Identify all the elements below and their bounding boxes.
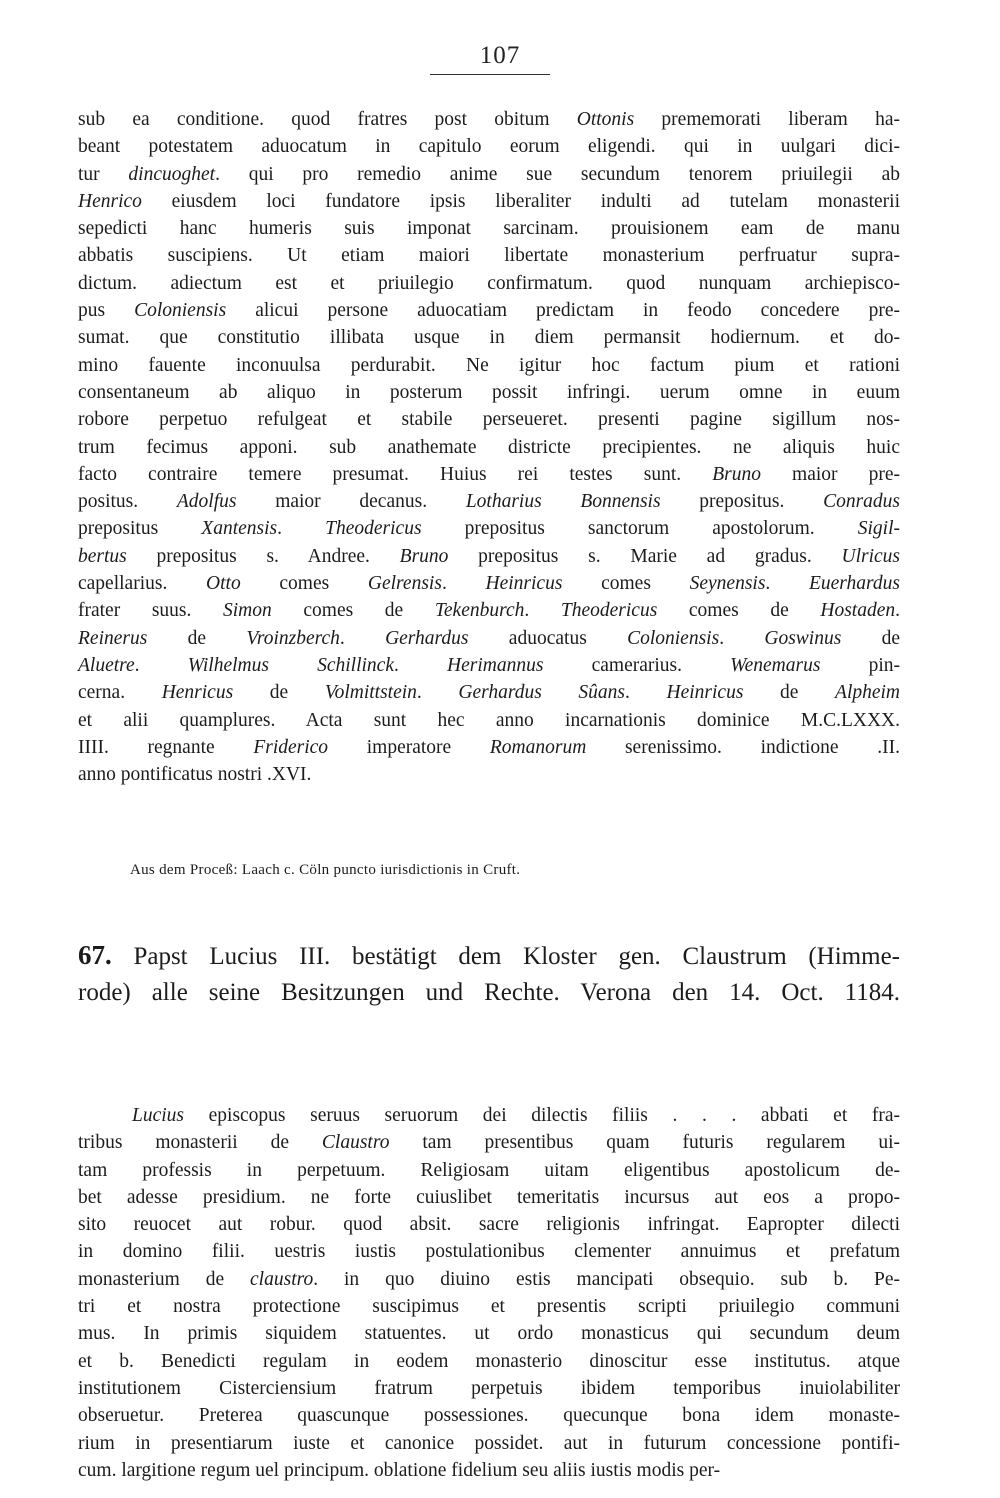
italic-name: Sigil- <box>857 518 900 540</box>
italic-name: Coloniensis <box>627 627 720 649</box>
text-run: sumat. que constitutio illibata usque in diem permansit hodiernum. et do- <box>78 327 900 349</box>
italic-name: Bruno <box>712 463 761 485</box>
text-run: . <box>895 600 900 622</box>
text-line <box>78 215 900 242</box>
italic-name: Bruno <box>399 545 449 567</box>
text-run: prepositus. <box>660 491 824 513</box>
italic-name: Theodericus <box>325 518 422 540</box>
text-run: cum. largitione regum uel principum. oblatione fidelium seu aliis iustis modis per- <box>78 1459 721 1481</box>
italic-name: Volmittstein <box>324 682 417 704</box>
text-run: tur <box>78 163 129 185</box>
text-run: episcopus seruus seruorum dei dilectis filiis . . . abbati et fra- <box>184 1105 900 1126</box>
heading-text-1: Papst Lucius III. bestätigt dem Kloster gen. Claustrum (Himme- <box>133 943 900 970</box>
text-run: eiusdem loci fundatore ipsis liberaliter indulti ad tutelam monasterii <box>141 190 900 212</box>
text-run: bet adesse presidium. ne forte cuiuslibet temeritatis incursus aut eos a propo- <box>78 1186 900 1208</box>
text-line <box>78 297 900 324</box>
text-line <box>78 406 900 433</box>
italic-name: Ottonis <box>576 109 635 130</box>
text-run: obseruetur. Preterea quascunque possessiones. quecunque bona idem monaste- <box>78 1405 900 1427</box>
text-run: de <box>233 682 325 704</box>
italic-name: bertus <box>78 545 127 567</box>
heading-line-2: rode) alle seine Besitzungen und Rechte. Verona den 14. Oct. 1184. <box>78 979 900 1006</box>
text-line <box>78 734 900 761</box>
text-line <box>78 1184 900 1211</box>
text-line <box>78 270 900 297</box>
text-line <box>78 570 900 597</box>
italic-name: Lotharius Bonnensis <box>465 491 661 513</box>
text-run: institutionem Cisterciensium fratrum perpetuis ibidem temporibus inuiolabiliter <box>78 1377 900 1399</box>
text-run: frater suus. <box>78 600 223 622</box>
italic-name: Seynensis <box>689 573 766 595</box>
text-run: prepositus <box>78 518 202 540</box>
text-run: sito reuocet aut robur. quod absit. sacre religionis infringat. Eapropter dilecti <box>78 1214 900 1236</box>
italic-name: Coloniensis <box>134 300 227 322</box>
italic-name: Hostaden <box>820 600 896 622</box>
text-run: anno pontificatus nostri .XVI. <box>78 764 312 786</box>
text-run: pus <box>78 300 135 322</box>
italic-name: Alpheim <box>835 682 901 704</box>
text-line <box>78 1266 900 1293</box>
text-run: . <box>416 682 459 704</box>
text-line <box>78 488 900 515</box>
text-line <box>78 461 900 488</box>
italic-name: Simon <box>223 600 272 622</box>
text-line <box>78 1157 900 1184</box>
text-line <box>78 1457 900 1484</box>
text-run: . qui pro remedio anime sue secundum tenorem priuilegii ab <box>215 163 900 185</box>
text-run: IIII. regnante <box>78 736 254 758</box>
text-run: comes <box>562 573 690 595</box>
italic-name: Romanorum <box>489 736 587 758</box>
text-run: facto contraire temere presumat. Huius rei testes sunt. <box>78 463 713 485</box>
text-line <box>78 1129 900 1156</box>
text-line <box>78 1402 900 1429</box>
page-number-rule <box>430 74 550 75</box>
text-line <box>78 515 900 542</box>
italic-name: dincuoghet <box>128 163 216 185</box>
italic-name: Conradus <box>823 491 900 513</box>
text-run: mus. In primis siquidem statuentes. ut ordo monasticus qui secundum deum <box>78 1323 900 1345</box>
italic-name: Euerhardus <box>808 573 900 595</box>
text-line <box>78 1430 900 1457</box>
text-line <box>78 133 900 160</box>
text-line <box>78 707 900 734</box>
text-run: beant potestatem aduocatum in capitulo eorum eligendi. qui in uulgari dici- <box>78 136 900 158</box>
italic-name: Aluetre <box>78 654 135 676</box>
text-line <box>78 652 900 679</box>
text-run: . <box>277 518 326 540</box>
italic-name: Henrico <box>78 190 142 212</box>
text-run: rium in presentiarum iuste et canonice possidet. aut in futurum concessione pontifi- <box>78 1432 900 1454</box>
italic-name: Ulricus <box>841 545 900 567</box>
text-run: et b. Benedicti regulam in eodem monasterio dinoscitur esse institutus. atque <box>78 1350 900 1372</box>
text-run: prepositus s. Marie ad gradus. <box>448 545 842 567</box>
text-run: prepositus s. Andree. <box>126 545 400 567</box>
text-run: tam professis in perpetuum. Religiosam uitam eligentibus apostolicum de- <box>78 1159 900 1181</box>
text-line <box>78 1102 900 1129</box>
italic-name: Gerhardus Sûans <box>458 682 626 704</box>
text-line <box>78 1320 900 1347</box>
text-run: comes de <box>271 600 435 622</box>
italic-name: Xantensis <box>201 518 278 540</box>
text-run: et alii quamplures. Acta sunt hec anno incarnationis dominice M.C.LXXX. <box>78 709 900 731</box>
text-line <box>78 761 900 788</box>
text-run: de <box>147 627 247 649</box>
text-run: . <box>719 627 765 649</box>
document-67-text <box>78 1102 900 1484</box>
italic-name: Wilhelmus Schillinck <box>187 654 394 676</box>
text-run: cerna. <box>78 682 162 704</box>
text-run: dictum. adiectum est et priuilegio confirmatum. quod nunquam archiepisco- <box>78 272 900 294</box>
text-run: imperatore <box>328 736 490 758</box>
text-run: prememorati liberam ha- <box>634 109 900 130</box>
italic-name: Lucius <box>132 1105 185 1126</box>
text-run: consentaneum ab aliquo in posterum possit infringi. uerum omne in euum <box>78 381 900 403</box>
text-run: abbatis suscipiens. Ut etiam maiori libertate monasterium perfruatur supra- <box>78 245 900 267</box>
italic-name: Wenemarus <box>730 654 821 676</box>
text-run: maior pre- <box>760 463 900 485</box>
text-line <box>78 1375 900 1402</box>
text-line <box>78 379 900 406</box>
text-run: pin- <box>820 654 900 676</box>
italic-name: Adolfus <box>176 491 237 513</box>
italic-name: Heinricus <box>666 682 744 704</box>
italic-name: Theodericus <box>560 600 658 622</box>
text-run: . <box>134 654 188 676</box>
text-run: serenissimo. indictione .II. <box>586 736 900 758</box>
text-line <box>78 106 900 133</box>
text-run: comes <box>240 573 368 595</box>
text-run: . <box>625 682 667 704</box>
text-run: capellarius. <box>78 573 207 595</box>
text-run: aduocatus <box>468 627 628 649</box>
italic-name: Gerhardus <box>385 627 469 649</box>
text-run: de <box>743 682 836 704</box>
text-line <box>78 324 900 351</box>
italic-name: Otto <box>206 573 241 595</box>
page-number: 107 <box>479 42 521 69</box>
text-run: tri et nostra protectione suscipimus et presentis scripti priuilegio communi <box>78 1296 900 1318</box>
text-run: trum fecimus apponi. sub anathemate districte precipientes. ne aliquis huic <box>78 436 900 458</box>
text-run: monasterium de <box>78 1268 251 1290</box>
text-line <box>78 543 900 570</box>
text-line <box>78 1348 900 1375</box>
text-run: comes de <box>657 600 821 622</box>
text-run: maior decanus. <box>236 491 466 513</box>
text-line <box>78 434 900 461</box>
italic-name: claustro <box>250 1268 314 1290</box>
text-line <box>78 161 900 188</box>
text-line <box>78 352 900 379</box>
text-line <box>78 679 900 706</box>
text-run: camerarius. <box>543 654 731 676</box>
italic-name: Claustro <box>321 1132 390 1154</box>
text-run: tribus monasterii de <box>78 1132 322 1154</box>
italic-name: Heinricus <box>485 573 563 595</box>
text-run: . <box>524 600 561 622</box>
italic-name: Herimannus <box>447 654 544 676</box>
charter-end-text <box>78 106 900 788</box>
text-line <box>78 1211 900 1238</box>
text-run: tam presentibus quam futuris regularem ui- <box>389 1132 901 1154</box>
heading-line-1 <box>78 936 900 974</box>
text-run: alicui persone aduocatiam predictam in feodo concedere pre- <box>226 300 900 322</box>
italic-name: Tekenburch <box>434 600 525 622</box>
text-run: prepositus sanctorum apostolorum. <box>421 518 858 540</box>
text-line <box>78 242 900 269</box>
text-run: . in quo diuino estis mancipati obsequio. sub b. Pe- <box>313 1268 901 1290</box>
text-run: in domino filii. uestris iustis postulationibus clementer annuimus et prefatum <box>78 1241 900 1263</box>
text-line <box>78 1293 900 1320</box>
text-run: . <box>393 654 448 676</box>
text-run: de <box>841 627 901 649</box>
text-run: . <box>339 627 386 649</box>
text-run: sub ea conditione. quod fratres post obitum <box>78 109 577 130</box>
text-line <box>78 597 900 624</box>
italic-name: Vroinzberch <box>246 627 340 649</box>
document-heading <box>78 936 900 1012</box>
source-note: Aus dem Proceß: Laach c. Cöln puncto iurisdictionis in Cruft. <box>130 862 521 878</box>
italic-name: Friderico <box>253 736 329 758</box>
text-run: robore perpetuo refulgeat et stabile perseueret. presenti pagine sigillum nos- <box>78 409 900 431</box>
text-run: mino fauente inconuulsa perdurabit. Ne igitur hoc factum pium et rationi <box>78 354 900 376</box>
text-line <box>78 1238 900 1265</box>
italic-name: Henricus <box>161 682 234 704</box>
text-line <box>78 625 900 652</box>
text-run: . <box>441 573 486 595</box>
italic-name: Reinerus <box>78 627 148 649</box>
text-run: . <box>765 573 809 595</box>
text-run: sepedicti hanc humeris suis imponat sarcinam. prouisionem eam de manu <box>78 218 900 240</box>
italic-name: Gelrensis <box>367 573 442 595</box>
text-line <box>78 188 900 215</box>
text-run: positus. <box>78 491 177 513</box>
italic-name: Goswinus <box>764 627 842 649</box>
document-number: 67. <box>78 940 112 970</box>
